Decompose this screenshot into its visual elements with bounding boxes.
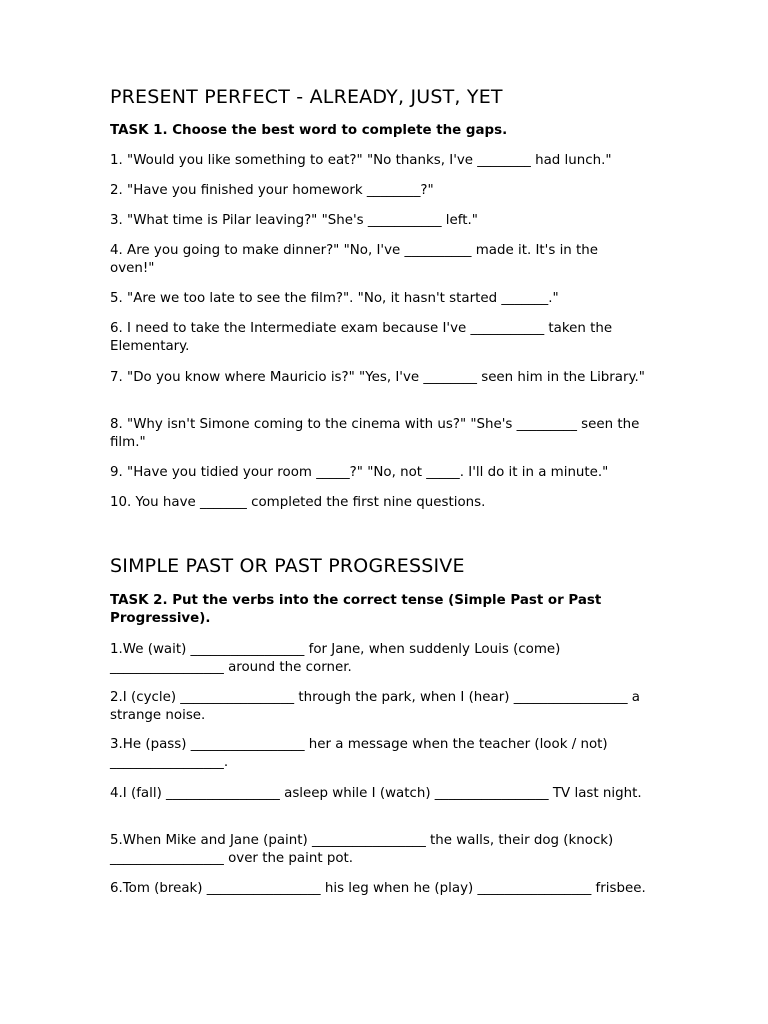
task2-item-6: 6.Tom (break) _________________ his leg when he (play) _________________ frisbee. (110, 881, 646, 896)
task2-item-3: 3.He (pass) _________________ her a message when the teacher (look / not) _________________. (110, 737, 608, 770)
task1-item-2: 2. "Have you finished your homework ________?" (110, 183, 434, 198)
task2-item-1: 1.We (wait) _________________ for Jane, when suddenly Louis (come) _________________ around the corner. (110, 642, 561, 675)
section1-title: PRESENT PERFECT - ALREADY, JUST, YET (110, 86, 503, 108)
task1-item-5: 5. "Are we too late to see the film?". "No, it hasn't started _______." (110, 291, 559, 306)
task2-item-2: 2.I (cycle) _________________ through the park, when I (hear) _________________ a strange noise. (110, 690, 641, 723)
task1-item-6: 6. I need to take the Intermediate exam because I've ___________ taken the Elementary. (110, 321, 613, 354)
task1-heading: TASK 1. Choose the best word to complete the gaps. (110, 123, 508, 138)
task2-item-5: 5.When Mike and Jane (paint) _________________ the walls, their dog (knock) _________________ over the paint pot. (110, 833, 614, 866)
task1-item-7: 7. "Do you know where Mauricio is?" "Yes, I've ________ seen him in the Library." (110, 370, 645, 385)
task1-item-3: 3. "What time is Pilar leaving?" "She's ___________ left." (110, 213, 478, 228)
task1-item-4: 4. Are you going to make dinner?" "No, I've __________ made it. It's in the oven!" (110, 243, 599, 276)
task2-item-4: 4.I (fall) _________________ asleep while I (watch) _________________ TV last night. (110, 786, 642, 801)
task1-item-10: 10. You have _______ completed the first nine questions. (110, 495, 486, 510)
section2-title: SIMPLE PAST OR PAST PROGRESSIVE (110, 555, 465, 577)
task2-heading: TASK 2. Put the verbs into the correct tense (Simple Past or Past Progressive). (110, 593, 602, 626)
task1-item-8: 8. "Why isn't Simone coming to the cinema with us?" "She's _________ seen the film." (110, 417, 640, 450)
task1-item-9: 9. "Have you tidied your room _____?" "No, not _____. I'll do it in a minute." (110, 465, 609, 480)
task1-item-1: 1. "Would you like something to eat?" "No thanks, I've ________ had lunch." (110, 153, 612, 168)
